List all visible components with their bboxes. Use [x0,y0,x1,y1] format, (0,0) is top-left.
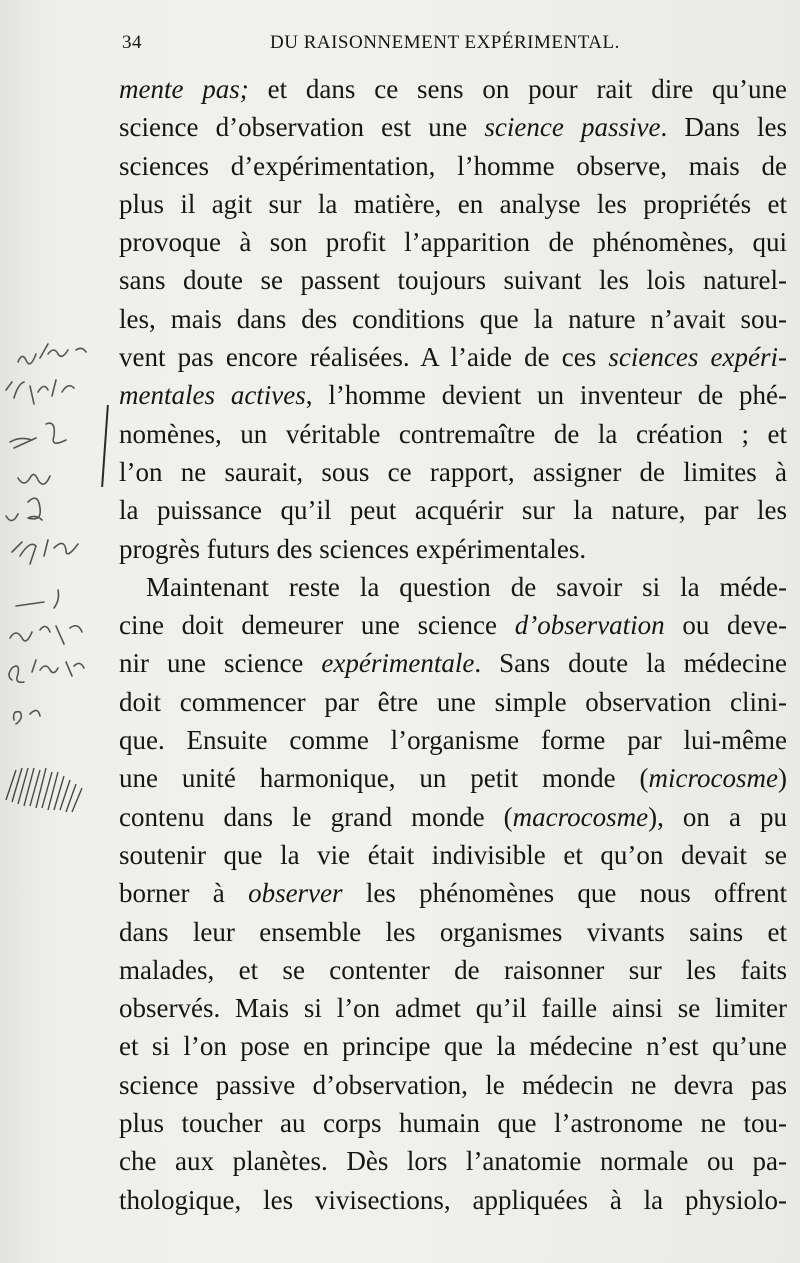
text-line [119,1142,787,1180]
text-span: ), on a pu [648,801,787,832]
text-span: dans leur ensemble les organismes vivants sains et [119,916,787,947]
text-span: plus toucher au corps humain que l’astronome ne tou- [119,1108,787,1139]
text-line [119,338,787,376]
text-span: sans doute se passent toujours suivant les lois naturel- [119,265,787,296]
text-line [119,1181,787,1219]
text-span: et si l’on pose en principe que la médecine n’est qu’une [119,1031,787,1062]
text-line [119,108,787,146]
text-span: cine doit demeurer une science [119,610,515,641]
text-line [119,721,787,759]
text-line [119,568,787,606]
text-span: observés. Mais si l’on admet qu’il faille ainsi se limiter [119,993,787,1024]
text-span: et dans ce sens on pour rait dire qu’une [248,74,788,104]
italic-text: d’observation [514,610,665,641]
text-span: . Dans les [660,112,787,143]
italic-text: mente pas; [119,74,249,104]
text-line [119,836,787,874]
text-span: nomènes, un véritable contremaître de la création ; et [119,418,787,449]
text-span: une unité harmonique, un petit monde ( [119,763,649,794]
text-span: l’on ne saurait, sous ce rapport, assigner de limites à [119,456,787,487]
page-header [122,32,784,62]
text-span: ) [778,763,787,794]
italic-text: macrocosme [512,801,649,832]
text-line [119,874,787,912]
text-line [119,185,787,223]
text-line [119,606,787,644]
text-line [119,1104,787,1142]
text-line [119,223,787,261]
italic-text: microcosme [648,763,778,794]
text-line [119,530,787,568]
text-span: che aux planètes. Dès lors l’anatomie normale ou pa- [119,1146,787,1177]
text-line [119,1066,787,1104]
main-text [119,70,787,1219]
italic-text: expérimentale [321,648,475,679]
text-span: les phénomènes que nous offrent [342,878,787,909]
text-line [119,261,787,299]
page-number: 34 [122,32,142,53]
text-span: progrès futurs des sciences expérimentales. [119,533,587,564]
text-span: borner à [119,878,249,909]
text-line [119,147,787,185]
text-span: provoque à son profit l’apparition de phénomènes, qui [119,227,787,258]
text-span: . Sans doute la médecine [474,648,788,679]
text-span: thologique, les vivisections, appliquées à la physiolo- [119,1184,787,1215]
text-line [119,453,787,491]
text-line [119,376,787,414]
text-span: contenu dans le grand monde ( [119,801,513,832]
running-title: DU RAISONNEMENT EXPÉRIMENTAL. [270,32,620,53]
text-span: sciences d’expérimentation, l’homme observe, mais de [119,150,787,181]
text-line [119,491,787,529]
text-span: vent pas encore réalisées. A l’aide de ces [119,342,609,373]
text-span: science d’observation est une [119,112,485,143]
text-line [119,759,787,797]
text-line [119,70,787,108]
text-line [119,798,787,836]
text-span: science passive d’observation, le médecin ne devra pas [119,1069,787,1100]
italic-text: observer [248,878,343,909]
text-line [119,913,787,951]
text-line [119,644,787,682]
text-span: soutenir que la vie était indivisible et qu’on devait se [119,839,787,870]
text-span: les, mais dans des conditions que la nature n’avait sou- [119,303,787,334]
text-span: que. Ensuite comme l’organisme forme par lui-même [119,725,787,756]
handwritten-margin-notes [0,320,115,840]
text-span: plus il agit sur la matière, en analyse les propriétés et [119,188,787,219]
text-span: Maintenant reste la question de savoir si la méde- [146,571,787,602]
text-line [119,1027,787,1065]
italic-text: science passive [484,112,661,143]
text-line [119,300,787,338]
text-span: ou deve- [664,610,787,641]
text-span: doit commencer par être une simple observation clini- [119,686,787,717]
text-line [119,989,787,1027]
text-line [119,415,787,453]
text-span: , l’homme devient un inventeur de phé- [305,380,787,411]
text-span: malades, et se contenter de raisonner sur les faits [119,954,787,985]
italic-text: mentales actives [119,380,306,411]
italic-text: sciences expéri- [608,342,787,373]
text-span: nir une science [119,648,322,679]
text-span: la puissance qu’il peut acquérir sur la nature, par les [119,495,787,526]
text-line [119,683,787,721]
text-line [119,951,787,989]
